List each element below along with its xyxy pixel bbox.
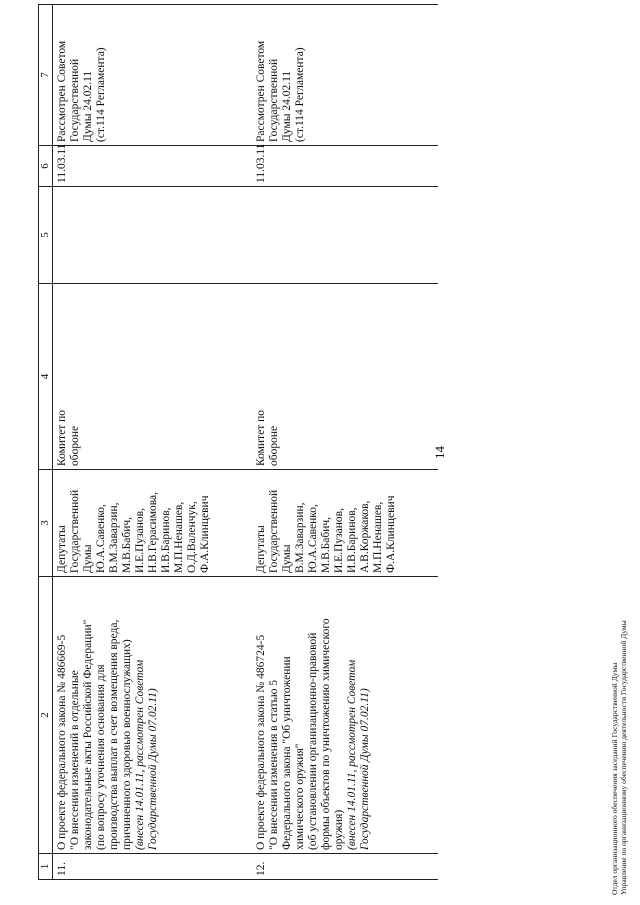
bill-title-line: (по вопросу уточнения основания для xyxy=(95,664,107,850)
author-line: Ф.А.Клинцевич xyxy=(199,495,211,573)
author-line: Ф.А.Клинцевич xyxy=(385,495,397,573)
row-number-cell: 12. xyxy=(252,854,438,880)
committee-line: Комитет по xyxy=(56,410,68,466)
header-col-4: 4 xyxy=(39,284,53,470)
header-col-5: 5 xyxy=(39,187,53,284)
status-line: Думы 24.02.11 xyxy=(281,70,293,142)
bill-note-line: (внесен 14.01.11, рассмотрен Советом xyxy=(346,659,358,850)
page-footer xyxy=(610,620,628,895)
table-row xyxy=(53,5,253,880)
status-line: (ст.114 Регламента) xyxy=(95,47,107,142)
author-line: И.В.Баринов, xyxy=(346,507,358,573)
table-header-row xyxy=(39,5,53,880)
footer-line-2: Управление по организационному обеспечению деятельности Государственной Думы xyxy=(619,620,628,895)
header-col-6: 6 xyxy=(39,146,53,187)
author-line: Государственной xyxy=(268,489,280,573)
status-line: (ст.114 Регламента) xyxy=(294,47,306,142)
page-number: 14 xyxy=(432,446,447,459)
bill-title-line: химического оружия" xyxy=(294,743,306,850)
status-line: Думы 24.02.11 xyxy=(82,70,94,142)
author-line: В.М.Заварзин, xyxy=(294,502,306,573)
bill-title-line: "О внесении изменения в статью 5 xyxy=(268,679,280,850)
bill-title-line: производства выплат в счет возмещения вреда, xyxy=(108,619,120,850)
bill-title-line: О проекте федерального закона № 486724-5 xyxy=(255,634,267,850)
status-line: Государственной xyxy=(69,58,81,142)
bill-title-cell xyxy=(53,577,253,854)
authors-cell xyxy=(252,470,438,577)
author-line: Н.В.Герасимова, xyxy=(147,492,159,573)
bill-note-line: Государственной Думы 07.02.11) xyxy=(147,688,159,850)
table-row xyxy=(252,5,438,880)
author-line: М.П.Ненашев, xyxy=(372,501,384,573)
committee-line: обороне xyxy=(268,425,280,466)
author-line: Государственной xyxy=(69,489,81,573)
status-line: Рассмотрен Советом xyxy=(255,40,267,142)
row-number-cell: 11. xyxy=(53,854,253,880)
status-cell xyxy=(252,5,438,146)
author-line: В.М.Заварзин, xyxy=(108,502,120,573)
committee-line: обороне xyxy=(69,425,81,466)
bill-title-line: оружия) xyxy=(333,809,345,850)
bill-title-cell xyxy=(252,577,438,854)
bill-title-line: законодательные акты Российской Федерации" xyxy=(82,619,94,850)
author-line: Ю.А.Савенко, xyxy=(307,504,319,573)
author-line: И.В.Баринов, xyxy=(160,507,172,573)
committee-line: Комитет по xyxy=(255,410,267,466)
table-body xyxy=(53,5,439,880)
header-col-1: 1 xyxy=(39,854,53,880)
bill-title-line: причиненного здоровью военнослужащих) xyxy=(121,639,133,850)
date-cell: 11.03.11 xyxy=(53,146,253,187)
author-line: М.П.Ненашев, xyxy=(173,501,185,573)
committee-cell xyxy=(252,284,438,470)
col5-cell xyxy=(252,187,438,284)
committee-cell xyxy=(53,284,253,470)
bill-title-line: "О внесении изменений в отдельные xyxy=(69,670,81,850)
author-line: И.Е.Пузанов, xyxy=(134,508,146,573)
bill-title-line: формы объектов по уничтожению химического xyxy=(320,618,332,850)
header-col-7: 7 xyxy=(39,5,53,146)
bill-title-line: (об установлении организационно-правовой xyxy=(307,632,319,850)
bill-title-line: О проекте федерального закона № 486669-5 xyxy=(56,634,68,850)
footer-line-1: Отдел организационного обеспечения заседаний Государственной Думы xyxy=(610,662,619,895)
author-line: А.В.Коржаков, xyxy=(359,500,371,573)
date-cell: 11.03.11 xyxy=(252,146,438,187)
authors-cell xyxy=(53,470,253,577)
author-line: Депутаты xyxy=(56,525,68,573)
status-line: Государственной xyxy=(268,58,280,142)
status-cell xyxy=(53,5,253,146)
col5-cell xyxy=(53,187,253,284)
bill-note-line: Государственной Думы 07.02.11) xyxy=(359,688,371,850)
author-line: Думы xyxy=(82,544,94,573)
author-line: И.Е.Пузанов, xyxy=(333,508,345,573)
author-line: М.В.Бабич, xyxy=(320,516,332,573)
bill-title-line: Федерального закона "Об уничтожении xyxy=(281,656,293,850)
author-line: Депутаты xyxy=(255,525,267,573)
author-line: О.Д.Валенчук, xyxy=(186,501,198,573)
status-line: Рассмотрен Советом xyxy=(56,40,68,142)
author-line: Думы xyxy=(281,544,293,573)
author-line: Ю.А.Савенко, xyxy=(95,504,107,573)
author-line: М.В.Бабич, xyxy=(121,516,133,573)
header-col-2: 2 xyxy=(39,577,53,854)
bills-table xyxy=(38,4,438,880)
header-col-3: 3 xyxy=(39,470,53,577)
bill-note-line: (внесен 14.01.11, рассмотрен Советом xyxy=(134,659,146,850)
